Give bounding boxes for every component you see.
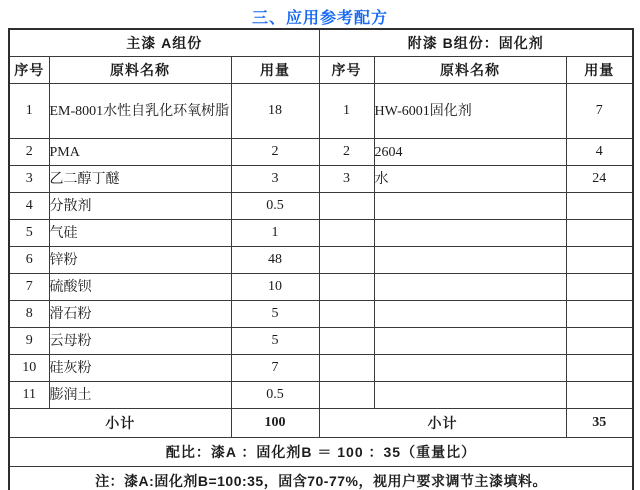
cell-no-empty [319,247,374,274]
cell-no: 10 [9,355,49,382]
cell-no: 11 [9,382,49,409]
cell-amount: 18 [231,84,319,139]
cell-name: 锌粉 [49,247,231,274]
cell-amount: 24 [566,166,633,193]
note-text: 注：漆A:固化剂B=100:35，固含70-77%，视用户要求调节主漆填料。 [9,467,633,490]
cell-name-empty [374,247,566,274]
group-header-row [9,29,633,57]
left-col-name: 原料名称 [49,57,231,84]
cell-amount: 5 [231,328,319,355]
cell-no-empty [319,328,374,355]
cell-amount: 2 [231,139,319,166]
cell-no-empty [319,301,374,328]
table-row [9,139,633,166]
table-row [9,193,633,220]
page-title: 三、应用参考配方 [251,10,388,27]
subtotal-row [9,409,633,438]
cell-no: 1 [9,84,49,139]
table-row [9,355,633,382]
table-row [9,247,633,274]
cell-no: 3 [319,166,374,193]
left-col-amount: 用量 [231,57,319,84]
table-row [9,301,633,328]
cell-name: 水 [374,166,566,193]
cell-name: 2604 [374,139,566,166]
cell-name: 硫酸钡 [49,274,231,301]
left-col-no: 序号 [9,57,49,84]
left-group-header: 主漆 A组份 [9,29,319,57]
cell-no: 8 [9,301,49,328]
cell-no: 5 [9,220,49,247]
cell-no: 4 [9,193,49,220]
cell-amount: 5 [231,301,319,328]
cell-name: 乙二醇丁醚 [49,166,231,193]
left-subtotal-label: 小计 [9,409,231,438]
cell-no: 2 [319,139,374,166]
cell-amount: 0.5 [231,382,319,409]
ratio-text: 配比：漆A ：固化剂B ＝ 100 ：35（重量比） [9,438,633,467]
cell-amount-empty [566,247,633,274]
cell-amount: 7 [566,84,633,139]
right-subtotal-label: 小计 [319,409,566,438]
cell-no-empty [319,355,374,382]
cell-name: PMA [49,139,231,166]
cell-amount: 4 [566,139,633,166]
cell-amount: 10 [231,274,319,301]
left-subtotal-value: 100 [231,409,319,438]
cell-name: 滑石粉 [49,301,231,328]
formula-table [8,28,634,490]
table-row [9,166,633,193]
cell-no-empty [319,274,374,301]
cell-name: 膨润土 [49,382,231,409]
cell-name: HW-6001固化剂 [374,84,566,139]
cell-name: 气硅 [49,220,231,247]
cell-no-empty [319,220,374,247]
right-col-no: 序号 [319,57,374,84]
cell-name-empty [374,274,566,301]
cell-name-empty [374,220,566,247]
cell-amount-empty [566,382,633,409]
cell-name: 分散剂 [49,193,231,220]
cell-amount-empty [566,355,633,382]
table-row [9,274,633,301]
cell-amount: 3 [231,166,319,193]
cell-amount-empty [566,220,633,247]
cell-no: 3 [9,166,49,193]
note-row [9,467,633,490]
cell-name-empty [374,328,566,355]
cell-no: 2 [9,139,49,166]
table-row [9,84,633,139]
cell-amount-empty [566,301,633,328]
cell-amount: 0.5 [231,193,319,220]
cell-name: EM-8001水性自乳化环氧树脂 [49,84,231,139]
cell-name: 硅灰粉 [49,355,231,382]
cell-no-empty [319,193,374,220]
cell-amount-empty [566,328,633,355]
cell-name-empty [374,193,566,220]
cell-no: 7 [9,274,49,301]
right-col-name: 原料名称 [374,57,566,84]
right-group-header: 附漆 B组份：固化剂 [319,29,633,57]
column-header-row [9,57,633,84]
cell-name-empty [374,355,566,382]
cell-no: 1 [319,84,374,139]
cell-name-empty [374,301,566,328]
ratio-row [9,438,633,467]
cell-name-empty [374,382,566,409]
table-row [9,328,633,355]
cell-amount-empty [566,274,633,301]
right-col-amount: 用量 [566,57,633,84]
table-row [9,220,633,247]
cell-name: 云母粉 [49,328,231,355]
cell-amount: 48 [231,247,319,274]
cell-no-empty [319,382,374,409]
cell-amount-empty [566,193,633,220]
cell-amount: 7 [231,355,319,382]
cell-no: 6 [9,247,49,274]
right-subtotal-value: 35 [566,409,633,438]
cell-amount: 1 [231,220,319,247]
cell-no: 9 [9,328,49,355]
table-row [9,382,633,409]
